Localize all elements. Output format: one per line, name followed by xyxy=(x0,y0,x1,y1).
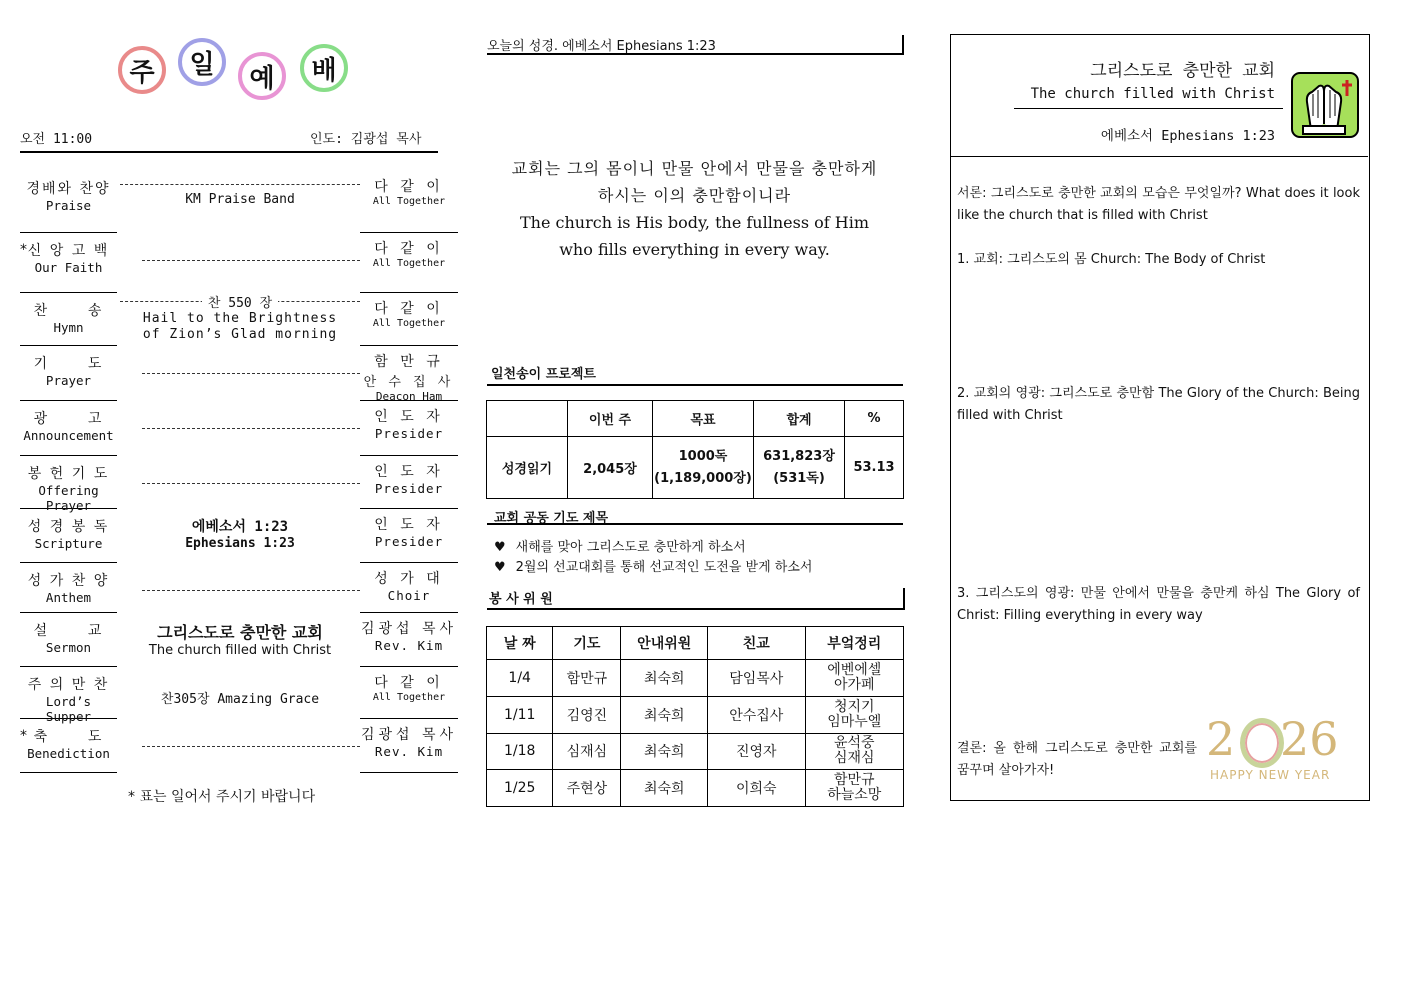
program-item-ko: 성 경 봉 독 xyxy=(27,519,110,535)
praise-band: KM Praise Band xyxy=(185,192,295,207)
service-cell: 최숙희 xyxy=(621,770,708,807)
prayer-item-text: 새해를 맞아 그리스도로 충만하게 하소서 xyxy=(515,540,746,555)
service-cell: 진영자 xyxy=(708,733,805,770)
program-item-leader xyxy=(360,232,458,293)
service-table xyxy=(486,626,904,807)
praying-hands-icon xyxy=(1291,72,1359,138)
scripture-ko-2: 하시는 이의 충만함이니라 xyxy=(597,186,792,205)
service-cell: 심재심 xyxy=(553,733,621,770)
program-item-title xyxy=(20,345,117,401)
program-item-leader xyxy=(360,345,458,401)
wreath-zero-icon xyxy=(1240,718,1284,768)
standing-footnote: * 표는 일어서 주시기 바랍니다 xyxy=(128,789,316,805)
service-col-header: 날 짜 xyxy=(487,627,553,660)
dashed-leader xyxy=(142,260,360,261)
program-row xyxy=(20,170,446,232)
year-digits-26: 26 xyxy=(1280,712,1339,766)
program-item-en: Our Faith xyxy=(34,260,103,275)
program-item-en: Hymn xyxy=(53,320,84,335)
program-item-en: Anthem xyxy=(45,590,92,605)
scripture-ko-1: 교회는 그의 몸이니 만물 안에서 만물을 충만하게 xyxy=(511,159,878,178)
program-item-title xyxy=(20,562,117,613)
service-cell: 안수집사 xyxy=(708,696,805,733)
dashed-leader xyxy=(142,590,360,591)
reading-row-label: 성경읽기 xyxy=(487,437,568,499)
program-row xyxy=(20,612,458,666)
kitchen-team-1: 윤석중 xyxy=(833,735,875,752)
reading-goal xyxy=(653,437,754,499)
sermon-point-2: 2. 교회의 영광: 그리스도로 충만함 The Glory of the Church: Being filled with Christ xyxy=(957,386,1360,423)
service-cell: 최숙희 xyxy=(621,733,708,770)
dashed-leader xyxy=(120,184,360,185)
service-row xyxy=(487,770,904,807)
program-leader-ko: 다 같 이 xyxy=(374,675,444,691)
program-leader-en: All Together xyxy=(372,196,446,207)
dashed-leader xyxy=(142,373,360,374)
service-cell: 최숙희 xyxy=(621,696,708,733)
reading-header: 일천송이 프로젝트 xyxy=(491,367,596,382)
standing-mark: * xyxy=(20,242,27,258)
service-cell: 김영진 xyxy=(553,696,621,733)
program-leader-ko: 다 같 이 xyxy=(374,241,444,257)
prayer-header: 교회 공동 기도 제목 xyxy=(494,511,609,526)
service-cell: 담임목사 xyxy=(708,660,805,697)
service-col-header: 친교 xyxy=(708,627,805,660)
program-leader-ko: 인 도 자 xyxy=(374,517,444,533)
program-leader-en: Deacon Ham xyxy=(375,390,443,403)
program-item-ko: 경배와 찬양 xyxy=(26,181,111,197)
program-item-leader xyxy=(360,508,458,563)
reading-total-2: (531독) xyxy=(773,470,825,486)
service-cell: 1/18 xyxy=(487,733,553,770)
program-item-detail xyxy=(120,232,360,292)
program-row xyxy=(20,562,444,612)
service-cell: 1/25 xyxy=(487,770,553,807)
reading-col-goal: 목표 xyxy=(653,401,754,437)
reading-this-week: 2,045장 xyxy=(568,437,653,499)
program-leader-en: All Together xyxy=(372,258,446,269)
prayer-list xyxy=(494,538,812,578)
program-row xyxy=(20,232,446,292)
program-leader-en: All Together xyxy=(372,318,446,329)
service-cell: 주현상 xyxy=(553,770,621,807)
hymn-number: 찬 550 장 xyxy=(202,292,278,311)
service-cell: 1/11 xyxy=(487,696,553,733)
kitchen-team-2: 아가페 xyxy=(833,677,875,693)
service-row xyxy=(487,660,904,697)
heart-icon: ♥ xyxy=(494,560,506,575)
program-item-detail xyxy=(120,508,360,562)
program-item-leader xyxy=(360,292,458,346)
kitchen-team-2: 심재심 xyxy=(833,750,875,767)
kitchen-team-1: 청지기 xyxy=(833,698,875,715)
program-item-detail xyxy=(120,666,360,718)
service-cell: 최숙희 xyxy=(621,660,708,697)
reading-goal-2: (1,189,000장) xyxy=(654,470,752,486)
service-kitchen-cell xyxy=(805,696,903,733)
program-row xyxy=(20,292,446,345)
service-row xyxy=(487,733,904,770)
program-item-ko: 성 가 찬 양 xyxy=(27,573,110,589)
reading-percent: 53.13 xyxy=(845,437,904,499)
kitchen-team-2: 하늘소망 xyxy=(827,787,882,804)
program-item-detail xyxy=(120,292,360,345)
kitchen-team-1: 함만규 xyxy=(833,772,875,789)
program-item-leader xyxy=(360,666,458,719)
program-item-leader xyxy=(360,718,458,773)
program-item-ko: 주 의 만 찬 xyxy=(27,677,110,693)
new-year-graphic xyxy=(1206,712,1356,784)
sermon-point-1: 1. 교회: 그리스도의 몸 Church: The Body of Christ xyxy=(957,252,1266,267)
program-item-detail xyxy=(120,170,360,232)
program-item-title xyxy=(20,718,117,773)
program-item-title xyxy=(20,455,117,513)
program-item-en: Praise xyxy=(45,198,92,213)
program-row xyxy=(20,666,446,724)
program-item-leader xyxy=(360,400,458,456)
sermon-title-rule xyxy=(1014,108,1283,109)
service-leader: 인도: 김광섭 목사 xyxy=(310,132,422,147)
sermon-title: 그리스도로 충만한 교회 xyxy=(1090,61,1275,81)
title-char-1: 주 xyxy=(118,46,166,94)
program-leader-en: All Together xyxy=(372,692,446,703)
program-leader-ko: 인 도 자 xyxy=(374,464,444,480)
service-cell: 1/4 xyxy=(487,660,553,697)
program-item-title xyxy=(20,232,117,293)
prayer-item xyxy=(494,538,812,558)
program-item-ko: 축 도 xyxy=(33,729,104,745)
program-item-leader xyxy=(360,612,458,667)
reading-col-week: 이번 주 xyxy=(568,401,653,437)
header-rule xyxy=(20,151,438,153)
reading-empty-cell xyxy=(487,401,568,437)
year-digit-2: 2 xyxy=(1206,712,1236,766)
program-leader-ko: 김광섭 목사 xyxy=(360,621,458,637)
program-item-ko: 신 앙 고 백 xyxy=(27,243,110,259)
service-row xyxy=(487,696,904,733)
program-leader-ko: 다 같 이 xyxy=(374,179,444,195)
program-item-title xyxy=(20,666,117,724)
program-item-en: Scripture xyxy=(34,536,103,551)
reading-total xyxy=(754,437,845,499)
program-item-title xyxy=(20,508,117,563)
program-leader-en: Presider xyxy=(374,534,444,549)
program-item-detail xyxy=(120,718,360,772)
program-item-ko: 기 도 xyxy=(33,356,104,372)
program-item-detail xyxy=(120,345,360,400)
reading-rule xyxy=(487,384,903,386)
service-kitchen-cell xyxy=(805,770,903,807)
program-item-en: Offering Prayer xyxy=(38,483,99,513)
heart-icon: ♥ xyxy=(494,540,506,555)
scripture-ref-en: Ephesians 1:23 xyxy=(185,536,295,551)
reading-col-total: 합계 xyxy=(754,401,845,437)
program-item-title xyxy=(20,612,117,667)
service-kitchen-cell xyxy=(805,733,903,770)
program-row xyxy=(20,400,444,455)
sermon-box-rule xyxy=(951,156,1368,157)
reading-total-1: 631,823장 xyxy=(763,448,835,464)
service-time: 오전 11:00 xyxy=(20,132,93,147)
scripture-header xyxy=(487,35,904,55)
sermon-subtitle: The church filled with Christ xyxy=(1030,86,1275,102)
reading-goal-1: 1000독 xyxy=(678,448,728,464)
program-item-detail xyxy=(120,455,360,508)
sermon-conclusion: 결론: 올 한해 그리스도로 충만한 교회를 꿈꾸며 살아가자! xyxy=(957,741,1197,778)
program-item-leader xyxy=(360,170,458,233)
program-item-detail xyxy=(120,612,360,666)
hymn-title: Hail to the Brightness of Zion’s Glad morning xyxy=(142,311,338,342)
communion-hymn: 찬305장 Amazing Grace xyxy=(160,692,320,707)
program-item-en: Prayer xyxy=(45,373,92,388)
program-item-en: Lord’s Supper xyxy=(45,694,92,724)
sermon-point-3: 3. 그리스도의 영광: 만물 안에서 만물을 충만케 하심 The Glory of Christ: Filling everything in every way xyxy=(957,586,1360,623)
program-leader-title: 안 수 집 사 xyxy=(363,375,455,390)
scripture-text xyxy=(487,155,902,263)
happy-new-year-text: HAPPY NEW YEAR xyxy=(1210,768,1331,782)
title-char-2: 일 xyxy=(178,38,226,86)
program-item-en: Sermon xyxy=(45,640,92,655)
dashed-leader xyxy=(142,483,360,484)
reading-col-percent: % xyxy=(845,401,904,437)
title-char-4: 배 xyxy=(300,44,348,92)
program-leader-ko: 다 같 이 xyxy=(374,301,444,317)
service-cell: 함만규 xyxy=(553,660,621,697)
dashed-leader xyxy=(142,746,360,747)
kitchen-team-2: 임마누엘 xyxy=(827,713,882,730)
program-item-detail xyxy=(120,400,360,455)
service-cell: 이희숙 xyxy=(708,770,805,807)
service-header xyxy=(487,588,905,610)
service-col-header: 부엌정리 xyxy=(805,627,903,660)
sermon-ref: 에베소서 Ephesians 1:23 xyxy=(1100,128,1275,144)
program-item-en: Announcement xyxy=(23,428,114,443)
program-row xyxy=(20,508,444,562)
program-item-ko: 찬 송 xyxy=(33,303,104,319)
sermon-title-program: 그리스도로 충만한 교회 xyxy=(157,623,323,642)
service-col-header: 기도 xyxy=(553,627,621,660)
program-item-detail xyxy=(120,562,360,612)
sermon-intro: 서론: 그리스도로 충만한 교회의 모습은 무엇일까? What does it look like the church that is filled with Christ xyxy=(957,186,1360,223)
program-item-en: Benediction xyxy=(27,746,110,761)
standing-mark: * xyxy=(20,728,27,744)
program-leader-en: Presider xyxy=(374,481,444,496)
program-item-leader xyxy=(360,455,458,509)
title-char-3: 예 xyxy=(238,52,286,100)
service-col-header: 안내위원 xyxy=(621,627,708,660)
program-item-ko: 설 교 xyxy=(33,623,104,639)
sermon-subtitle-program: The church filled with Christ xyxy=(148,643,332,658)
kitchen-team-1: 에벤에셀 xyxy=(827,662,882,678)
program-row xyxy=(20,718,458,772)
prayer-rule xyxy=(487,523,903,525)
program-row xyxy=(20,455,444,513)
program-leader-ko: 인 도 자 xyxy=(374,409,444,425)
service-header-text: 봉 사 위 원 xyxy=(489,592,553,607)
program-leader-en: Choir xyxy=(387,588,431,603)
program-leader-en: Rev. Kim xyxy=(374,744,444,759)
program-leader-en: Rev. Kim xyxy=(374,638,444,653)
prayer-item-text: 2월의 선교대회를 통해 선교적인 도전을 받게 하소서 xyxy=(515,560,813,575)
scripture-en-1: The church is His body, the fullness of Him xyxy=(520,213,869,232)
scripture-en-2: who fills everything in every way. xyxy=(559,240,830,259)
program-leader-en: Presider xyxy=(374,426,444,441)
program-leader-ko: 성 가 대 xyxy=(374,571,444,587)
program-item-title xyxy=(20,400,117,456)
program-item-title xyxy=(20,292,117,346)
service-kitchen-cell xyxy=(805,660,903,697)
program-item-title xyxy=(20,170,117,233)
program-row xyxy=(20,345,455,403)
reading-table xyxy=(486,400,904,499)
scripture-header-text: 오늘의 성경. 에베소서 Ephesians 1:23 xyxy=(487,39,716,54)
scripture-ref-ko: 에베소서 1:23 xyxy=(191,519,289,535)
program-item-ko: 광 고 xyxy=(33,411,104,427)
dashed-leader xyxy=(142,428,360,429)
program-item-leader xyxy=(360,562,458,613)
program-item-ko: 봉 헌 기 도 xyxy=(27,466,110,482)
prayer-item xyxy=(494,558,812,578)
program-leader-ko: 김광섭 목사 xyxy=(360,727,458,743)
program-leader-ko: 함 만 규 xyxy=(374,354,444,370)
